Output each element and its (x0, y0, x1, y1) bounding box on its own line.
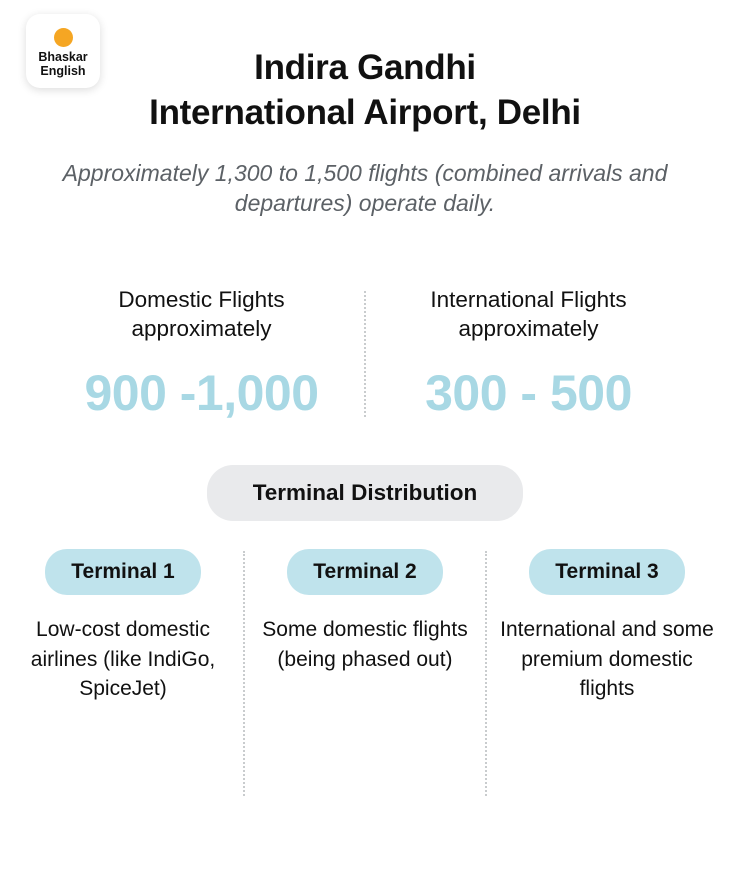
stat-international (366, 285, 691, 421)
stat-international-label (372, 285, 685, 344)
page-title-line2: International Airport, Delhi (149, 92, 581, 132)
terminal-item-3 (487, 549, 727, 704)
brand-name-line2: English (40, 63, 86, 78)
terminal-distribution-heading: Terminal Distribution (207, 465, 524, 521)
page-title (36, 46, 694, 136)
terminal-3-chip: Terminal 3 (529, 549, 684, 595)
stat-international-label-line1: International Flights (430, 287, 627, 313)
sun-dot-icon (54, 28, 73, 47)
brand-name-line1: Bhaskar (38, 50, 88, 65)
stat-domestic (39, 285, 364, 421)
page-title-line1: Indira Gandhi (254, 48, 476, 87)
flight-stats (0, 285, 730, 421)
terminal-2-chip: Terminal 2 (287, 549, 442, 595)
stat-domestic-label-line2: approximately (131, 316, 272, 342)
stat-international-value: 300 - 500 (425, 364, 632, 421)
terminal-1-description: Low-cost domestic airlines (like IndiGo, SpiceJet) (30, 617, 216, 701)
stat-international-label-line2: approximately (458, 316, 599, 342)
stat-domestic-label-line1: Domestic Flights (118, 287, 285, 313)
header (0, 0, 730, 219)
terminal-item-1 (3, 549, 243, 704)
terminal-2-description: Some domestic flights (being phased out) (262, 617, 468, 671)
terminal-list (0, 549, 730, 796)
brand-logo (26, 14, 100, 88)
stat-domestic-label (45, 285, 358, 344)
page-subtitle: Approximately 1,300 to 1,500 flights (combined arrivals and departures) operate daily. (62, 159, 668, 217)
terminal-1-chip: Terminal 1 (45, 549, 200, 595)
stat-domestic-value: 900 -1,000 (84, 364, 319, 421)
terminal-3-description: International and some premium domestic flights (500, 617, 714, 701)
terminal-item-2 (245, 549, 485, 675)
terminal-distribution-section (0, 465, 730, 521)
